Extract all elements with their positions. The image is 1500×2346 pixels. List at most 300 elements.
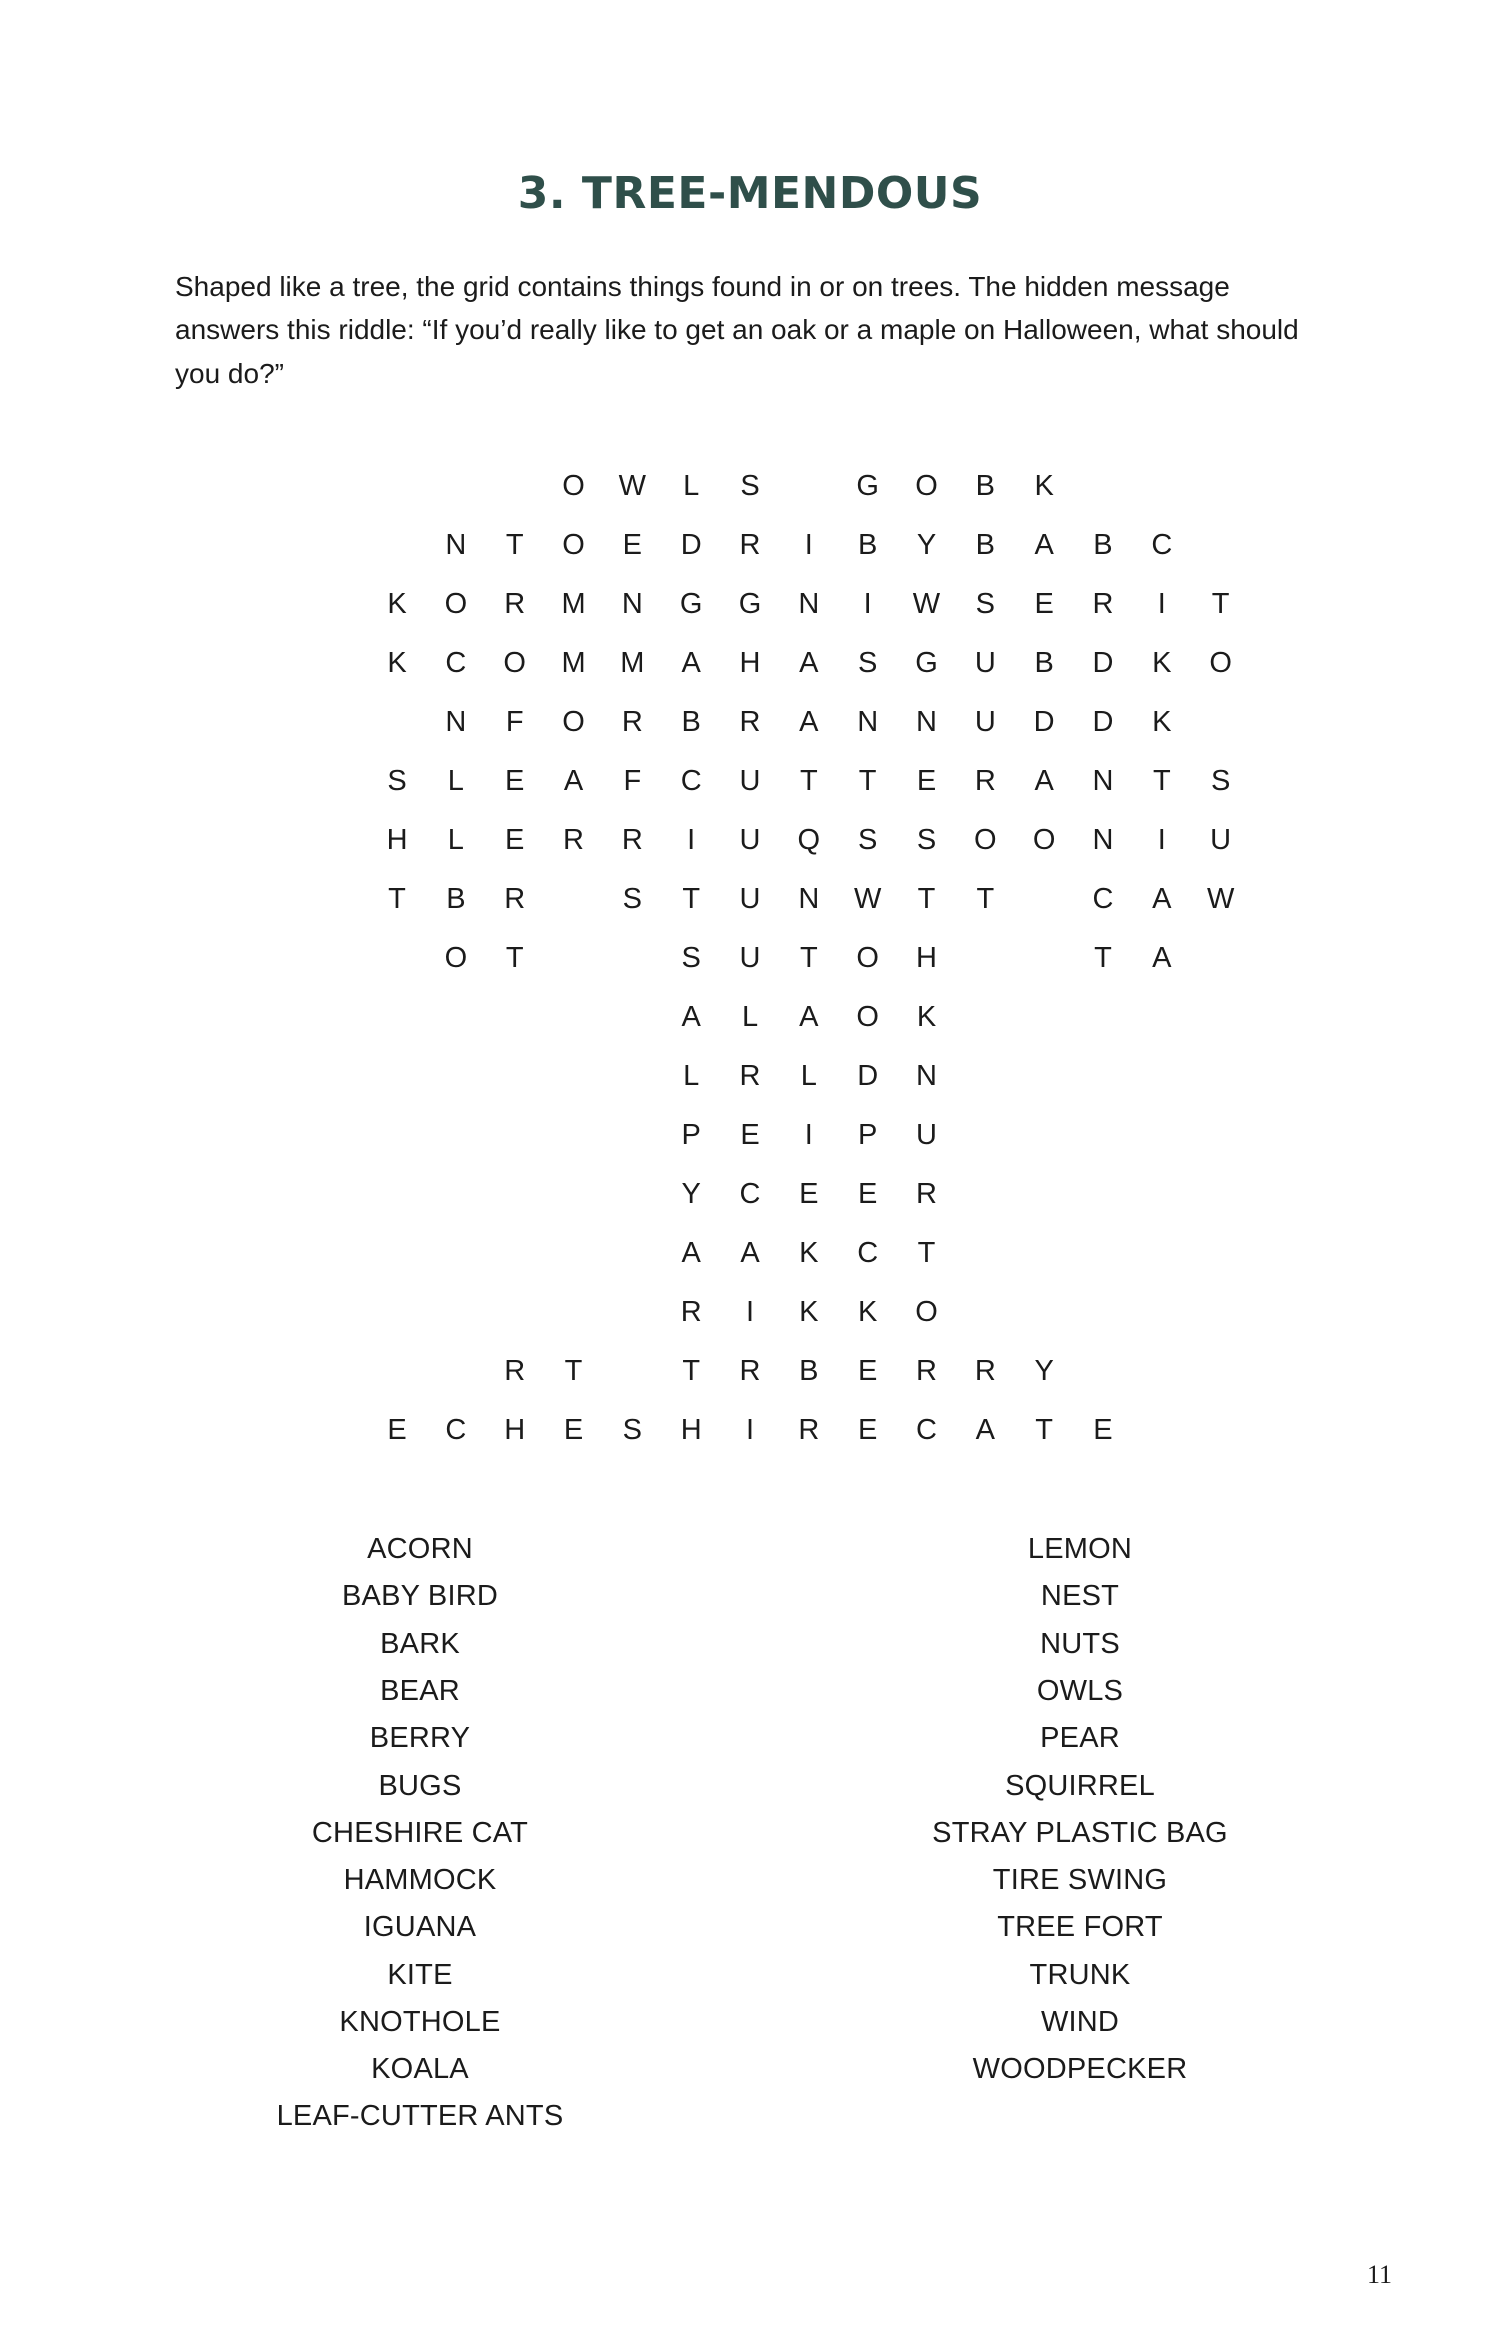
grid-cell-empty	[956, 1178, 1015, 1211]
grid-cell: W	[1206, 883, 1235, 916]
word-list-item: KNOTHOLE	[339, 2005, 501, 2038]
grid-cell: S	[1210, 765, 1231, 798]
grid-cell-empty	[368, 942, 427, 975]
grid-row	[250, 870, 1250, 929]
grid-cell-empty	[309, 1119, 368, 1152]
grid-cell-empty	[309, 942, 368, 975]
grid-cell: E	[857, 1355, 878, 1388]
grid-cell-empty	[1074, 1060, 1133, 1093]
grid-cell: C	[916, 1414, 937, 1447]
grid-cell: B	[799, 1355, 819, 1388]
grid-cell: R	[621, 706, 643, 739]
grid-cell: A	[740, 1237, 760, 1270]
grid-cell: A	[1034, 765, 1054, 798]
grid-cell: E	[857, 1178, 878, 1211]
grid-cell: B	[1034, 647, 1054, 680]
grid-row	[250, 1165, 1250, 1224]
grid-cell: C	[445, 1414, 467, 1447]
word-list-item: WOODPECKER	[972, 2053, 1188, 2086]
grid-cell: T	[1152, 765, 1171, 798]
grid-cell: B	[1093, 529, 1113, 562]
word-lists	[160, 1526, 1340, 2140]
grid-cell: U	[739, 765, 761, 798]
grid-cell-empty	[368, 1060, 427, 1093]
grid-cell-empty	[1132, 1414, 1191, 1447]
grid-cell-empty	[603, 1060, 662, 1093]
word-list-item: BABY BIRD	[342, 1580, 498, 1613]
grid-cell: R	[504, 883, 526, 916]
word-list-item: NEST	[1040, 1580, 1120, 1613]
grid-cell: A	[681, 647, 701, 680]
grid-cell-empty	[309, 1414, 368, 1447]
grid-cell-empty	[426, 1119, 485, 1152]
grid-cell-empty	[1015, 883, 1074, 916]
grid-cell: I	[1157, 824, 1166, 857]
grid-cell-empty	[368, 706, 427, 739]
grid-row	[250, 1047, 1250, 1106]
grid-row	[250, 988, 1250, 1047]
grid-cell: D	[1092, 647, 1114, 680]
grid-cell-empty	[250, 1237, 309, 1270]
grid-cell: S	[857, 824, 878, 857]
grid-cell: K	[1152, 706, 1172, 739]
grid-cell: L	[800, 1060, 817, 1093]
grid-cell: Y	[916, 529, 937, 562]
grid-cell: R	[739, 1060, 761, 1093]
grid-cell: G	[679, 588, 703, 621]
grid-cell: K	[387, 647, 407, 680]
grid-cell: H	[386, 824, 408, 857]
page-title: 3. TREE-MENDOUS	[517, 168, 983, 219]
grid-cell: N	[445, 529, 467, 562]
grid-cell-empty	[485, 1060, 544, 1093]
grid-cell-empty	[368, 470, 427, 503]
grid-cell: O	[444, 588, 468, 621]
grid-cell: D	[680, 529, 702, 562]
grid-cell-empty	[1015, 1001, 1074, 1034]
grid-cell-empty	[309, 647, 368, 680]
grid-cell: T	[505, 529, 524, 562]
grid-cell: S	[387, 765, 407, 798]
grid-cell-empty	[1074, 1001, 1133, 1034]
grid-cell: M	[561, 647, 586, 680]
grid-cell-empty	[1132, 1178, 1191, 1211]
grid-cell-empty	[426, 470, 485, 503]
grid-cell: W	[912, 588, 941, 621]
grid-cell-empty	[1191, 706, 1250, 739]
grid-cell-empty	[1191, 1060, 1250, 1093]
grid-cell: R	[739, 1355, 761, 1388]
grid-cell: O	[562, 470, 585, 503]
grid-cell-empty	[544, 1001, 603, 1034]
grid-cell: T	[858, 765, 877, 798]
grid-cell-empty	[485, 1237, 544, 1270]
grid-cell: P	[857, 1119, 878, 1152]
grid-cell: B	[975, 470, 995, 503]
grid-cell: D	[1033, 706, 1055, 739]
grid-cell: B	[446, 883, 466, 916]
grid-cell: B	[975, 529, 995, 562]
grid-cell-empty	[1015, 1296, 1074, 1329]
grid-cell-empty	[956, 1119, 1015, 1152]
puzzle-instructions: Shaped like a tree, the grid contains things found in or on trees. The hidden message answers this riddle: “If you’d really like to get an oak or a maple on Halloween, what should you do?”	[175, 271, 1299, 389]
grid-cell: H	[916, 942, 937, 975]
grid-cell-empty	[1015, 1178, 1074, 1211]
grid-cell: T	[917, 883, 936, 916]
grid-cell: O	[856, 942, 879, 975]
grid-cell-empty	[426, 1355, 485, 1388]
grid-cell: A	[975, 1414, 995, 1447]
grid-cell-empty	[250, 1414, 309, 1447]
grid-cell: H	[504, 1414, 526, 1447]
grid-cell-empty	[1191, 1119, 1250, 1152]
grid-cell-empty	[368, 1296, 427, 1329]
grid-cell-empty	[1191, 1414, 1250, 1447]
grid-cell-empty	[1191, 1296, 1250, 1329]
grid-cell: U	[1210, 824, 1232, 857]
grid-row	[250, 516, 1250, 575]
grid-cell: A	[681, 1237, 701, 1270]
grid-cell-empty	[485, 1001, 544, 1034]
grid-cell: A	[799, 1001, 819, 1034]
grid-cell: O	[915, 470, 938, 503]
grid-cell: C	[1092, 883, 1114, 916]
grid-cell: E	[740, 1119, 760, 1152]
grid-cell: A	[563, 765, 584, 798]
grid-cell: N	[916, 1060, 937, 1093]
grid-cell-empty	[309, 1237, 368, 1270]
grid-cell-empty	[544, 1119, 603, 1152]
grid-cell-empty	[485, 1119, 544, 1152]
grid-cell: T	[976, 883, 995, 916]
grid-cell-empty	[250, 470, 309, 503]
grid-cell-empty	[309, 529, 368, 562]
grid-cell: T	[388, 883, 406, 916]
grid-cell: D	[1092, 706, 1114, 739]
grid-cell: C	[445, 647, 467, 680]
word-list-item: IGUANA	[363, 1911, 477, 1944]
grid-cell: N	[445, 706, 467, 739]
grid-cell: Q	[797, 824, 821, 857]
grid-cell: R	[680, 1296, 702, 1329]
grid-cell: I	[1157, 588, 1166, 621]
grid-cell-empty	[603, 1119, 662, 1152]
grid-cell: U	[974, 706, 996, 739]
word-list-item: KITE	[387, 1958, 453, 1991]
grid-cell: Y	[1034, 1355, 1054, 1388]
word-list-item: STRAY PLASTIC BAG	[932, 1816, 1228, 1849]
grid-cell: I	[804, 1119, 813, 1152]
word-list-item: PEAR	[1040, 1722, 1120, 1755]
grid-cell-empty	[309, 1060, 368, 1093]
grid-cell-empty	[603, 1001, 662, 1034]
word-list-item: BEAR	[380, 1674, 460, 1707]
grid-cell-empty	[250, 588, 309, 621]
grid-cell-empty	[603, 1237, 662, 1270]
grid-cell-empty	[309, 765, 368, 798]
grid-cell-empty	[1074, 1119, 1133, 1152]
grid-row	[250, 1401, 1250, 1460]
grid-cell-empty	[603, 1178, 662, 1211]
grid-cell: E	[622, 529, 643, 562]
grid-cell-empty	[1074, 470, 1133, 503]
grid-cell-empty	[368, 1355, 427, 1388]
word-list-item: KOALA	[371, 2053, 469, 2086]
word-list-item: ACORN	[367, 1533, 473, 1566]
grid-cell: L	[447, 824, 464, 857]
grid-cell-empty	[426, 1001, 485, 1034]
grid-row	[250, 752, 1250, 811]
grid-cell: I	[687, 824, 696, 857]
grid-cell-empty	[544, 1060, 603, 1093]
grid-cell-empty	[426, 1060, 485, 1093]
word-list-item: TRUNK	[1029, 1958, 1131, 1991]
word-list-left	[160, 1526, 680, 2140]
grid-cell: A	[1152, 942, 1172, 975]
grid-cell: C	[680, 765, 702, 798]
grid-cell-empty	[1132, 1296, 1191, 1329]
grid-cell-empty	[368, 1001, 427, 1034]
word-search-grid	[250, 457, 1250, 1460]
grid-cell: R	[504, 588, 526, 621]
word-list-item: TREE FORT	[997, 1911, 1163, 1944]
grid-cell: N	[798, 883, 820, 916]
grid-cell-empty	[309, 1296, 368, 1329]
grid-cell-empty	[1074, 1237, 1133, 1270]
grid-cell: O	[562, 706, 585, 739]
grid-row	[250, 929, 1250, 988]
grid-cell-empty	[309, 824, 368, 857]
word-list-item: SQUIRREL	[1005, 1769, 1155, 1802]
grid-cell: I	[863, 588, 872, 621]
grid-cell: F	[505, 706, 524, 739]
grid-cell: O	[1032, 824, 1056, 857]
grid-cell-empty	[250, 1355, 309, 1388]
grid-cell-empty	[544, 1178, 603, 1211]
grid-cell: K	[1034, 470, 1054, 503]
grid-cell-empty	[956, 1237, 1015, 1270]
grid-cell: K	[916, 1001, 937, 1034]
grid-cell: H	[680, 1414, 702, 1447]
grid-cell-empty	[1074, 1178, 1133, 1211]
word-list-item: WIND	[1040, 2005, 1120, 2038]
grid-cell-empty	[603, 942, 662, 975]
grid-cell-empty	[250, 942, 309, 975]
grid-cell: E	[1093, 1414, 1113, 1447]
grid-cell-empty	[250, 706, 309, 739]
grid-cell: R	[798, 1414, 820, 1447]
grid-cell-empty	[1191, 1178, 1250, 1211]
grid-cell: E	[857, 1414, 878, 1447]
grid-cell: C	[857, 1237, 879, 1270]
grid-cell-empty	[485, 470, 544, 503]
grid-cell: G	[856, 470, 879, 503]
grid-cell: N	[798, 588, 820, 621]
grid-cell: S	[622, 883, 643, 916]
grid-cell-empty	[368, 529, 427, 562]
page-number: 11	[1366, 2260, 1392, 2289]
grid-cell-empty	[544, 942, 603, 975]
grid-cell: S	[740, 470, 760, 503]
grid-row	[250, 1342, 1250, 1401]
grid-cell-empty	[250, 1178, 309, 1211]
grid-cell-empty	[485, 1178, 544, 1211]
word-list-item: LEAF-CUTTER ANTS	[276, 2100, 564, 2133]
grid-cell-empty	[426, 1237, 485, 1270]
grid-cell-empty	[1015, 1237, 1074, 1270]
grid-cell-empty	[544, 1296, 603, 1329]
grid-cell-empty	[250, 647, 309, 680]
grid-cell: F	[623, 765, 642, 798]
grid-cell: A	[681, 1001, 701, 1034]
grid-row	[250, 1283, 1250, 1342]
grid-cell: L	[683, 1060, 700, 1093]
grid-cell: L	[683, 470, 700, 503]
grid-cell: R	[974, 765, 996, 798]
grid-cell: R	[504, 1355, 526, 1388]
grid-row	[250, 693, 1250, 752]
grid-cell: I	[745, 1296, 755, 1329]
grid-cell-empty	[1015, 942, 1074, 975]
grid-cell-empty	[603, 1296, 662, 1329]
word-list-item: BARK	[380, 1627, 460, 1660]
word-list-item: BUGS	[378, 1769, 462, 1802]
grid-cell-empty	[309, 1355, 368, 1388]
grid-cell-empty	[250, 824, 309, 857]
grid-cell: R	[916, 1178, 937, 1211]
grid-cell: D	[857, 1060, 879, 1093]
grid-cell-empty	[779, 470, 838, 503]
grid-cell: A	[799, 706, 819, 739]
grid-cell: E	[563, 1414, 584, 1447]
grid-cell: M	[620, 647, 645, 680]
grid-cell-empty	[1132, 470, 1191, 503]
grid-cell: H	[739, 647, 761, 680]
word-list-item: BERRY	[369, 1722, 471, 1755]
grid-row	[250, 457, 1250, 516]
grid-cell-empty	[544, 883, 603, 916]
grid-cell: O	[562, 529, 585, 562]
grid-cell: P	[681, 1119, 701, 1152]
grid-cell: E	[1034, 588, 1054, 621]
grid-cell-empty	[250, 765, 309, 798]
grid-cell-empty	[1015, 1060, 1074, 1093]
grid-cell: S	[681, 942, 701, 975]
grid-cell: T	[682, 883, 701, 916]
grid-cell-empty	[1191, 1355, 1250, 1388]
grid-cell: G	[738, 588, 762, 621]
grid-cell-empty	[309, 588, 368, 621]
grid-cell: T	[917, 1237, 936, 1270]
grid-cell: K	[799, 1296, 819, 1329]
grid-cell: K	[799, 1237, 819, 1270]
grid-cell: I	[745, 1414, 755, 1447]
grid-cell: O	[444, 942, 468, 975]
grid-cell-empty	[1132, 1060, 1191, 1093]
word-list-item: HAMMOCK	[343, 1864, 497, 1897]
grid-cell: O	[503, 647, 526, 680]
grid-cell-empty	[956, 1060, 1015, 1093]
grid-cell: E	[505, 765, 525, 798]
grid-row	[250, 811, 1250, 870]
grid-cell-empty	[603, 1355, 662, 1388]
grid-cell: G	[915, 647, 938, 680]
grid-cell-empty	[1132, 1001, 1191, 1034]
grid-cell-empty	[309, 1178, 368, 1211]
grid-cell: L	[741, 1001, 759, 1034]
grid-cell-empty	[426, 1178, 485, 1211]
grid-cell-empty	[1191, 942, 1250, 975]
grid-cell: R	[916, 1355, 937, 1388]
grid-cell: O	[915, 1296, 938, 1329]
grid-cell-empty	[1132, 1237, 1191, 1270]
grid-cell-empty	[426, 1296, 485, 1329]
grid-cell-empty	[309, 883, 368, 916]
grid-cell-empty	[956, 1001, 1015, 1034]
grid-cell: W	[853, 883, 882, 916]
grid-cell: N	[916, 706, 937, 739]
grid-cell: A	[1152, 883, 1172, 916]
grid-cell: I	[804, 529, 813, 562]
grid-cell: R	[1092, 588, 1114, 621]
grid-cell: R	[621, 824, 643, 857]
grid-cell: L	[447, 765, 464, 798]
grid-cell: R	[563, 824, 584, 857]
grid-cell: U	[739, 883, 761, 916]
word-list-item: TIRE SWING	[992, 1864, 1168, 1897]
grid-cell: T	[682, 1355, 701, 1388]
grid-cell: K	[387, 588, 407, 621]
word-list-item: NUTS	[1040, 1627, 1120, 1660]
grid-cell: R	[974, 1355, 996, 1388]
grid-cell-empty	[956, 942, 1015, 975]
grid-cell-empty	[250, 883, 309, 916]
word-list-right	[820, 1526, 1340, 2140]
grid-cell-empty	[250, 1119, 309, 1152]
grid-cell: U	[916, 1119, 937, 1152]
grid-cell-empty	[1132, 1119, 1191, 1152]
grid-cell-empty	[1015, 1119, 1074, 1152]
grid-cell: A	[799, 647, 819, 680]
grid-cell: E	[505, 824, 525, 857]
grid-cell-empty	[250, 1296, 309, 1329]
grid-cell-empty	[1191, 529, 1250, 562]
grid-cell-empty	[250, 1001, 309, 1034]
grid-cell: T	[1211, 588, 1230, 621]
grid-cell: K	[857, 1296, 878, 1329]
grid-cell-empty	[368, 1237, 427, 1270]
grid-cell: O	[856, 1001, 879, 1034]
grid-cell: S	[916, 824, 937, 857]
grid-cell: E	[387, 1414, 407, 1447]
grid-cell: S	[857, 647, 878, 680]
grid-cell: T	[1035, 1414, 1053, 1447]
grid-cell: S	[622, 1414, 643, 1447]
grid-cell: T	[564, 1355, 583, 1388]
grid-cell: U	[739, 942, 761, 975]
grid-cell: B	[857, 529, 878, 562]
grid-cell: U	[974, 647, 996, 680]
grid-row	[250, 1224, 1250, 1283]
grid-cell: T	[799, 942, 818, 975]
grid-cell-empty	[250, 1060, 309, 1093]
grid-cell-empty	[1191, 470, 1250, 503]
grid-cell: T	[799, 765, 818, 798]
grid-cell: M	[561, 588, 586, 621]
grid-cell: Y	[681, 1178, 701, 1211]
grid-cell: N	[1092, 765, 1114, 798]
grid-cell-empty	[1132, 1355, 1191, 1388]
